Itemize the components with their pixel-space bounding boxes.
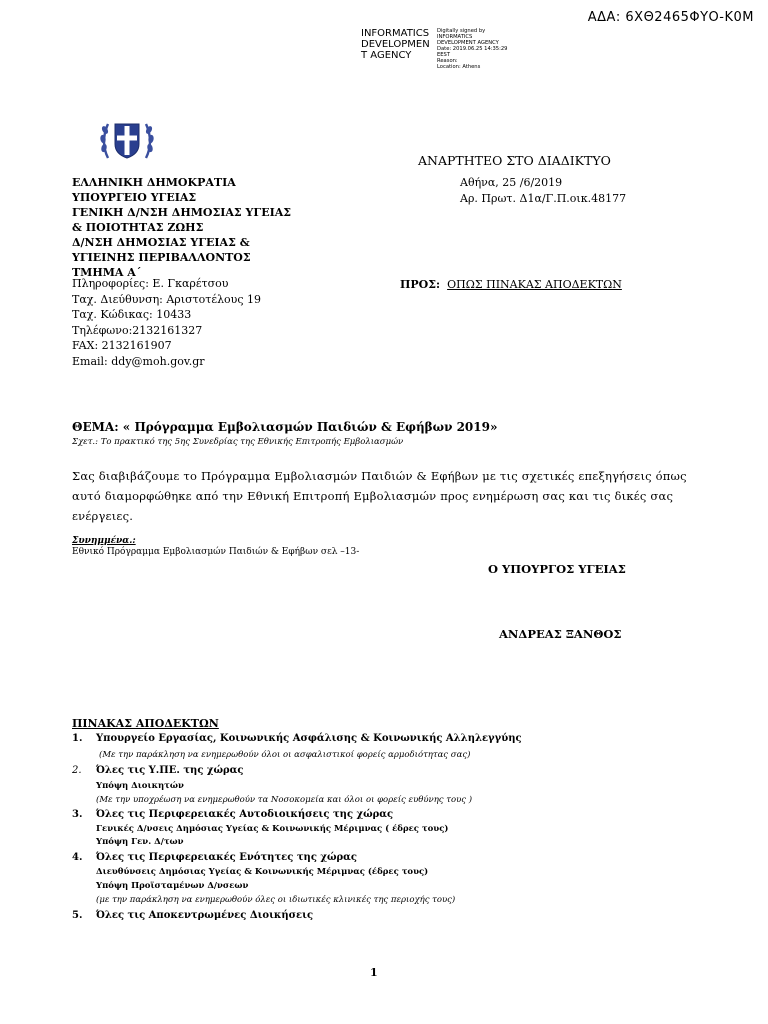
recipient-title: Όλες τις Υ.ΠΕ. της χώρας: [96, 765, 244, 776]
subject-title: ΘΕΜΑ: « Πρόγραμμα Εμβολιασμών Παιδιών & Εφήβων 2019»: [72, 420, 498, 434]
signature-line: Reason:: [437, 58, 458, 64]
contact-block: [72, 276, 261, 369]
protocol-number: Αρ. Πρωτ. Δ1α/Γ.Π.οικ.48177: [460, 191, 627, 205]
signature-line: Date: 2019.06.25 14:35:29: [437, 46, 508, 52]
attachments-item: Εθνικό Πρόγραμμα Εμβολιασμών Παιδιών & Εφήβων σελ –13-: [72, 547, 360, 557]
body-paragraph: Σας διαβιβάζουμε το Πρόγραμμα Εμβολιασμών Παιδιών & Εφήβων με τις σχετικές επεξηγήσεις όπως αυτό διαμορφώθηκε από την Εθνική Επιτροπή Εμβολιασμών προς ενημέρωση σας και τις δικές σας ενέργειες.: [72, 469, 687, 523]
recipient-note: (Με την υποχρέωση να ενημερωθούν τα Νοσοκομεία και όλοι οι φορείς ευθύνης τους ): [96, 795, 473, 805]
signature-detail: [437, 28, 527, 70]
recipient-note: (Με την παράκληση να ενημερωθούν όλοι οι ασφαλιστικοί φορείς αρμοδιότητας σας): [99, 750, 471, 760]
date: Αθήνα, 25 /6/2019: [460, 176, 563, 189]
recipient-note: Διευθύνσεις Δημόσιας Υγείας & Κοινωνικής Μέριμνας (έδρες τους): [96, 867, 429, 877]
sender-line: & ΠΟΙΟΤΗΤΑΣ ΖΩΗΣ: [72, 221, 204, 234]
signature-line: Digitally signed by: [437, 28, 486, 34]
subject-reference: Σχετ.: Το πρακτικό της 5ης Συνεδρίας της Εθνικής Επιτροπής Εμβολιασμών: [72, 437, 404, 447]
sender-line: ΥΠΟΥΡΓΕΙΟ ΥΓΕΙΑΣ: [72, 191, 197, 204]
anartiteo-heading: ΑΝΑΡΤΗΤΕΟ ΣΤΟ ΔΙΑΔΙΚΤΥΟ: [418, 153, 611, 168]
sender-line: ΕΛΛΗΝΙΚΗ ΔΗΜΟΚΡΑΤΙΑ: [72, 176, 236, 189]
signature-line: INFORMATICS: [437, 34, 473, 40]
greek-emblem-icon: [96, 108, 158, 170]
recipient-number: 2.: [72, 765, 82, 776]
sender-line: Δ/ΝΣΗ ΔΗΜΟΣΙΑΣ ΥΓΕΙΑΣ &: [72, 236, 250, 249]
signatory-name: ΑΝΔΡΕΑΣ ΞΑΝΘΟΣ: [499, 627, 622, 641]
recipient-number: 4.: [72, 852, 83, 863]
ada-code: ΑΔΑ: 6ΧΘ2465ΦΥΟ-Κ0Μ: [587, 10, 754, 25]
contact-line: Ταχ. Κώδικας: 10433: [72, 308, 192, 321]
pros-line: ΠΡΟΣ: ΟΠΩΣ ΠΙΝΑΚΑΣ ΑΠΟΔΕΚΤΩΝ: [400, 278, 622, 291]
sender-line: ΥΓΙΕΙΝΗΣ ΠΕΡΙΒΑΛΛΟΝΤΟΣ: [72, 251, 251, 264]
contact-line: Πληροφορίες: Ε. Γκαρέτσου: [72, 277, 229, 290]
pros-label: ΠΡΟΣ: [400, 278, 437, 291]
recipient-note: Υπόψη Γεν. Δ/των: [96, 837, 184, 847]
signatory-title: Ο ΥΠΟΥΡΓΟΣ ΥΓΕΙΑΣ: [488, 562, 626, 576]
pros-value: ΟΠΩΣ ΠΙΝΑΚΑΣ ΑΠΟΔΕΚΤΩΝ: [447, 278, 622, 291]
recipient-note: Υπόψη Διοικητών: [96, 781, 184, 791]
sender-line: ΓΕΝΙΚΗ Δ/ΝΣΗ ΔΗΜΟΣΙΑΣ ΥΓΕΙΑΣ: [72, 206, 292, 219]
signature-name: INFORMATICS DEVELOPMEN T AGENCY: [361, 28, 430, 61]
recipient-title: Όλες τις Περιφερειακές Ενότητες της χώρας: [96, 852, 357, 863]
recipient-title: Όλες τις Αποκεντρωμένες Διοικήσεις: [96, 910, 314, 921]
attachments-label: Συνημμένα.:: [72, 536, 136, 546]
recipient-number: 5.: [72, 910, 83, 921]
contact-line: Email: ddy@moh.gov.gr: [72, 354, 205, 368]
date-protocol: [460, 175, 626, 206]
recipient-title: Υπουργείο Εργασίας, Κοινωνικής Ασφάλισης & Κοινωνικής Αλληλεγγύης: [96, 733, 522, 744]
sender-block: [72, 175, 291, 280]
contact-line: Τηλέφωνο:2132161327: [72, 323, 203, 337]
recipient-title: Όλες τις Περιφερειακές Αυτοδιοικήσεις της χώρας: [96, 809, 394, 820]
page-number: 1: [370, 966, 378, 979]
recipient-note: Γενικές Δ/νσεις Δημόσιας Υγείας & Κοινωνικής Μέριμνας ( έδρες τους): [96, 824, 449, 834]
contact-line: FAX: 2132161907: [72, 339, 172, 352]
contact-line: Ταχ. Διεύθυνση: Αριστοτέλους 19: [72, 292, 262, 306]
signature-line: Location: Athens: [437, 64, 481, 70]
sender-line: ΤΜΗΜΑ Α΄: [72, 266, 142, 279]
recipient-note: Υπόψη Προϊσταμένων Δ/νσεων: [96, 881, 249, 891]
recipient-number: 1.: [72, 733, 83, 744]
signature-line: DEVELOPMENT AGENCY: [437, 40, 499, 46]
recipients-heading: ΠΙΝΑΚΑΣ ΑΠΟΔΕΚΤΩΝ: [72, 717, 219, 730]
recipient-note: (με την παράκληση να ενημερωθούν όλες οι ιδιωτικές κλινικές της περιοχής τους): [96, 895, 456, 905]
recipient-number: 3.: [72, 809, 83, 820]
signature-line: EEST: [437, 52, 451, 58]
